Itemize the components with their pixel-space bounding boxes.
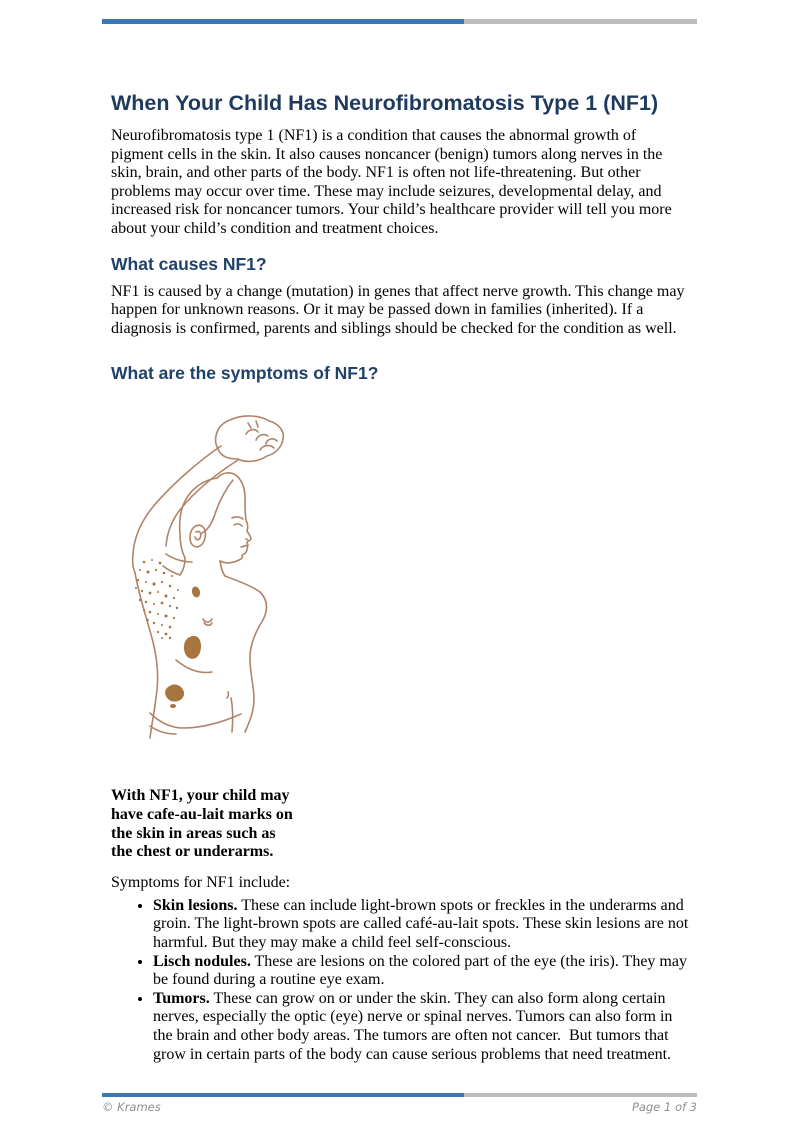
divider-gray-segment [464, 1093, 697, 1097]
child-illustration [100, 410, 350, 770]
symptom-desc: These can include light-brown spots or freckles in the underarms and groin. The light-brown spots are called café-au-lait spots. These skin lesions are not harmful. But they may make a child feel self-conscious. [153, 896, 689, 951]
intro-paragraph: Neurofibromatosis type 1 (NF1) is a condition that causes the abnormal growth of pigment cells in the skin. It also causes noncancer (benign) tumors along nerves in the skin, brain, and other parts of the body. NF1 is often not life-threatening. But other problems may occur over time. These may include seizures, developmental delay, and increased risk for noncancer tumors. Your child’s healthcare provider will tell you more about your child’s condition and treatment choices. [111, 127, 672, 237]
symptom-item-tumors [153, 990, 691, 1064]
causes-paragraph: NF1 is caused by a change (mutation) in genes that affect nerve growth. This change may happen for unknown reasons. Or it may be passed down in families (inherited). If a diagnosis is confirmed, parents and siblings should be checked for the condition as well. [111, 282, 685, 337]
divider-blue-segment [102, 1093, 464, 1097]
symptom-term: Tumors. [153, 989, 210, 1007]
divider-blue-segment [102, 19, 464, 24]
figure-caption [111, 787, 361, 862]
symptoms-intro: Symptoms for NF1 include: [111, 874, 291, 892]
symptom-item-lisch-nodules [153, 953, 691, 990]
page-footer [0, 1093, 800, 1114]
document-body [111, 90, 691, 1064]
top-divider-bar [0, 0, 800, 24]
symptom-desc: These can grow on or under the skin. They can also form along certain nerves, especially the optic (eye) nerve or spinal nerves. Tumors can also form in the brain and other body areas. The tumors are often not cancer. But tumors that grow in certain parts of the body can cause serious problems that need treatment. [153, 989, 673, 1063]
symptom-desc: These are lesions on the colored part of the eye (the iris). They may be found during a routine eye exam. [153, 952, 687, 989]
page-title: When Your Child Has Neurofibromatosis Type 1 (NF1) [111, 91, 659, 115]
figure-container [100, 410, 350, 770]
caption-line: the chest or underarms. [111, 843, 274, 861]
symptoms-list [111, 897, 691, 1064]
symptom-term: Lisch nodules. [153, 952, 251, 970]
page-number: Page 1 of 3 [631, 1100, 697, 1114]
caption-line: With NF1, your child may [111, 787, 290, 805]
copyright-text: © Krames [102, 1100, 161, 1114]
symptom-item-skin-lesions [153, 897, 691, 953]
divider-gray-segment [464, 19, 697, 24]
caption-line: have cafe-au-lait marks on [111, 806, 293, 824]
caption-line: the skin in areas such as [111, 824, 276, 842]
section-heading-symptoms: What are the symptoms of NF1? [111, 363, 379, 384]
cafe-au-lait-spots [165, 586, 201, 708]
section-heading-causes: What causes NF1? [111, 253, 267, 274]
symptom-term: Skin lesions. [153, 896, 238, 914]
